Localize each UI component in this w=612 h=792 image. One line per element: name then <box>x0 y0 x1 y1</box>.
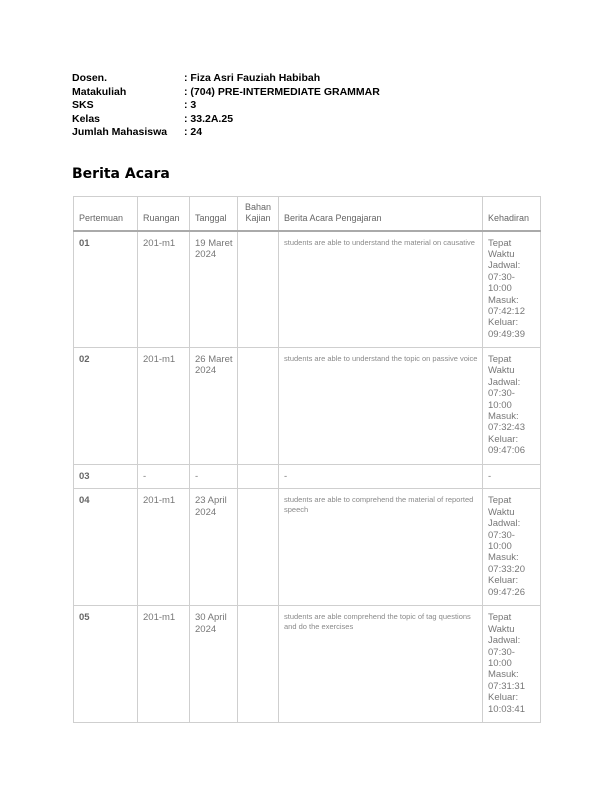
attendance-check-out: Keluar: 09:49:39 <box>488 317 525 340</box>
attendance-schedule: Jadwal: 07:30-10:00 <box>488 376 521 411</box>
info-row-sks <box>72 99 380 113</box>
info-label: Matakuliah <box>72 85 127 98</box>
attendance-check-in: Masuk: 07:32:43 <box>488 411 525 434</box>
table-row <box>74 489 541 606</box>
course-info <box>72 72 380 140</box>
berita-acara-table <box>73 196 541 723</box>
cell-bahan-kajian <box>238 465 279 489</box>
info-value: : 24 <box>184 126 203 138</box>
attendance-check-in: Masuk: 07:42:12 <box>488 294 525 317</box>
cell-kehadiran <box>483 348 541 465</box>
cell-berita-acara: students are able comprehend the topic of tag questions and do the exercises <box>279 606 483 723</box>
cell-kehadiran <box>483 231 541 348</box>
attendance-status: Tepat Waktu <box>488 495 515 518</box>
header-ruangan: Ruangan <box>138 197 190 231</box>
table-row <box>74 606 541 723</box>
cell-ruangan: 201-m1 <box>138 606 190 723</box>
section-title: Berita Acara <box>72 166 170 182</box>
header-bahan-line: Bahan <box>244 201 272 212</box>
attendance-check-out: Keluar: 09:47:06 <box>488 433 525 457</box>
cell-ruangan: 201-m1 <box>138 489 190 606</box>
cell-pertemuan: 05 <box>74 606 138 723</box>
cell-pertemuan: 02 <box>74 348 138 465</box>
cell-kehadiran <box>483 606 541 723</box>
cell-tanggal: 23 April 2024 <box>190 489 238 606</box>
table-row <box>74 348 541 465</box>
cell-pertemuan: 03 <box>74 465 138 489</box>
cell-ruangan: - <box>138 465 190 489</box>
header-pertemuan: Pertemuan <box>74 197 138 231</box>
cell-kehadiran <box>483 489 541 606</box>
cell-tanggal: - <box>190 465 238 489</box>
info-value: : 3 <box>184 99 197 111</box>
cell-berita-acara: students are able to understand the material on causative <box>279 231 483 348</box>
cell-kehadiran: - <box>483 465 541 489</box>
cell-ruangan: 201-m1 <box>138 231 190 348</box>
info-row-kelas <box>72 113 380 127</box>
attendance-check-out: Keluar: 09:47:26 <box>488 575 525 598</box>
header-kajian-line: Kajian <box>245 212 271 223</box>
cell-tanggal: 30 April 2024 <box>190 606 238 723</box>
table-row <box>74 465 541 489</box>
info-row-matakuliah <box>72 86 380 100</box>
attendance-status: Tepat Waktu <box>488 612 515 635</box>
cell-berita-acara: students are able to understand the topic on passive voice <box>279 348 483 465</box>
attendance-check-in: Masuk: 07:31:31 <box>488 669 525 692</box>
info-value: : (704) PRE-INTERMEDIATE GRAMMAR <box>184 85 380 98</box>
header-kehadiran: Kehadiran <box>483 197 541 231</box>
attendance-schedule: Jadwal: 07:30-10:00 <box>488 518 521 553</box>
info-label: SKS <box>72 99 94 111</box>
attendance-check-in: Masuk: 07:33:20 <box>488 552 525 575</box>
cell-pertemuan: 04 <box>74 489 138 606</box>
cell-tanggal: 19 Maret 2024 <box>190 231 238 348</box>
attendance-status: Tepat Waktu <box>488 237 515 260</box>
info-value: : 33.2A.25 <box>184 112 234 125</box>
header-bahan-kajian <box>238 197 279 231</box>
cell-bahan-kajian <box>238 348 279 465</box>
info-label: Dosen. <box>72 72 108 84</box>
info-row-jumlah-mahasiswa <box>72 126 380 140</box>
cell-tanggal: 26 Maret 2024 <box>190 348 238 465</box>
attendance-schedule: Jadwal: 07:30-10:00 <box>488 635 521 670</box>
cell-berita-acara: students are able to comprehend the material of reported speech <box>279 489 483 606</box>
cell-berita-acara: - <box>279 465 483 489</box>
cell-pertemuan: 01 <box>74 231 138 348</box>
info-row-dosen <box>72 72 380 86</box>
cell-bahan-kajian <box>238 606 279 723</box>
attendance-status: Tepat Waktu <box>488 354 515 377</box>
attendance-schedule: Jadwal: 07:30-10:00 <box>488 260 521 295</box>
table-row <box>74 231 541 348</box>
header-tanggal: Tanggal <box>190 197 238 231</box>
info-label: Kelas <box>72 112 101 125</box>
cell-ruangan: 201-m1 <box>138 348 190 465</box>
header-berita-acara: Berita Acara Pengajaran <box>279 197 483 231</box>
info-value: : Fiza Asri Fauziah Habibah <box>184 72 321 84</box>
attendance-check-out: Keluar: 10:03:41 <box>488 692 525 715</box>
table-header-row <box>74 197 541 231</box>
info-label: Jumlah Mahasiswa <box>72 126 168 138</box>
cell-bahan-kajian <box>238 489 279 606</box>
cell-bahan-kajian <box>238 231 279 348</box>
